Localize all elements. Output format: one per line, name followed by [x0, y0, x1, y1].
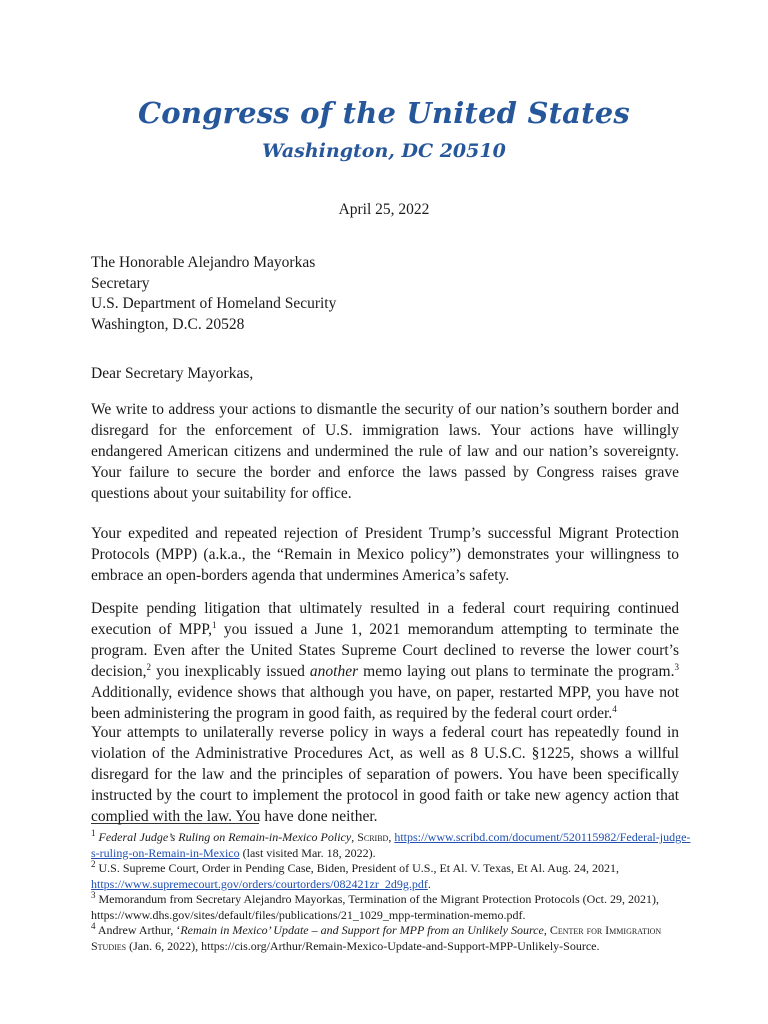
footnote-1-tail: (last visited Mar. 18, 2022). — [239, 845, 376, 860]
footnote-2-link[interactable]: https://www.supremecourt.gov/orders/courtorders/082421zr_2d9g.pdf — [91, 876, 428, 891]
footnote-1-title: Federal Judge’s Ruling on Remain-in-Mexico Policy — [98, 830, 352, 844]
letter-date: April 25, 2022 — [338, 201, 430, 218]
footnote-4-text-a: Andrew Arthur, ‘ — [95, 923, 181, 937]
body-paragraph-4: Your attempts to unilaterally reverse policy in ways a federal court has repeatedly found in violation of the Administrative Procedures Act, as well as 8 U.S.C. §1225, shows a willful disregard for the law and the principles of separation of powers. You have been specifically instructed by the court to implement the protocol in good faith or take new agency action that complied with the law. You have done neither. — [91, 724, 679, 825]
footnote-4-text-b: , — [543, 923, 550, 937]
footnote-ref-4[interactable]: 4 — [612, 703, 617, 714]
p3-text-c: you inexplicably issued — [151, 663, 310, 680]
p3-text-e: Additionally, evidence shows that although you have, on paper, restarted MPP, you have not been administering the program in good faith, as required by the federal court order. — [91, 684, 679, 722]
p3-text-b: you issued a June 1, 2021 memorandum attempting to terminate the program. Even after the United States Supreme Court declined to reverse the lower court’s decision, — [91, 621, 679, 680]
footnote-1: $^1$ Federal Judge’s Ruling on Remain-in-Mexico Policy, Scribd, https://www.scribd.com/document/520115982/Federal-judge-s-ruling-on-Remain-in-Mexico (last visited Mar. 18, 2022). — [91, 828, 691, 860]
body-paragraph-3 — [91, 598, 679, 724]
footnote-ref-2[interactable]: 2 — [146, 661, 152, 672]
footnote-1-number: 1 — [91, 828, 96, 838]
body-paragraph-2: Your expedited and repeated rejection of President Trump’s successful Migrant Protection Protocols (MPP) (a.k.a., the “Remain in Mexico policy”) demonstrates your willingness to embrace an open-borders agenda that undermines America’s safety. — [91, 525, 679, 584]
footnote-3-number: 3 — [91, 890, 96, 900]
letterhead-title: Congress of the United States — [138, 96, 630, 130]
footnote-ref-3[interactable]: 3 — [674, 661, 679, 672]
footnote-2-number: 2 — [91, 859, 96, 869]
recipient-name: The Honorable Alejandro Mayorkas — [91, 254, 316, 271]
body-paragraph-1: We write to address your actions to dismantle the security of our nation’s southern border and disregard for the enforcement of U.S. immigration laws. Your actions have willingly endangered American citizens and undermined the rule of law and our nation’s sovereignty. Your failure to secure the border and enforce the laws passed by Congress raises grave questions about your suitability for office. — [91, 401, 679, 502]
p3-emphasis: another — [309, 663, 359, 680]
footnote-4-title: Remain in Mexico’ Update – and Support for MPP from an Unlikely Source — [180, 923, 544, 937]
footnote-3-text: Memorandum from Secretary Alejandro Mayorkas, Termination of the Migrant Protection Protocols (Oct. 29, 2021), https://www.dhs.gov/sites/default/files/publications/21_1029_mpp-termination-memo.pdf. — [91, 892, 659, 922]
footnote-4-org: Center for Immigration Studies — [91, 923, 662, 953]
footnote-2: $^2$ U.S. Supreme Court, Order in Pending Case, Biden, President of U.S., Et Al. V. Texas, Et Al. Aug. 24, 2021, https://www.supremecourt.gov/orders/courtorders/082421zr_2d9g.pdf. — [91, 859, 619, 891]
footnote-3 — [91, 892, 691, 923]
letterhead-subtitle: Washington, DC 20510 — [262, 140, 506, 162]
footnote-2-text: U.S. Supreme Court, Order in Pending Case, Biden, President of U.S., Et Al. V. Texas, Et Al. Aug. 24, 2021, — [95, 861, 619, 875]
footnote-divider — [91, 823, 259, 824]
footnote-1-source: Scribd — [357, 830, 389, 844]
recipient-address — [91, 253, 336, 335]
salutation: Dear Secretary Mayorkas, — [91, 365, 254, 382]
footnote-4-text-c: (Jan. 6, 2022), https://cis.org/Arthur/Remain-Mexico-Update-and-Support-MPP-Unlikely-Source. — [126, 938, 600, 953]
recipient-department: U.S. Department of Homeland Security — [91, 295, 337, 312]
p3-text-d: memo laying out plans to terminate the program. — [358, 663, 675, 680]
recipient-city: Washington, D.C. 20528 — [91, 315, 245, 333]
footnote-ref-1[interactable]: 1 — [212, 619, 217, 630]
footnote-4 — [91, 923, 691, 954]
footnotes — [91, 830, 691, 954]
p3-text-a: Despite pending litigation that ultimately resulted in a federal court requiring continued execution of MPP, — [91, 600, 679, 638]
footnote-4-number: 4 — [91, 921, 96, 931]
footnote-1-link[interactable]: https://www.scribd.com/document/520115982/Federal-judge-s-ruling-on-Remain-in-Mexico — [91, 830, 691, 860]
recipient-title: Secretary — [91, 274, 150, 292]
